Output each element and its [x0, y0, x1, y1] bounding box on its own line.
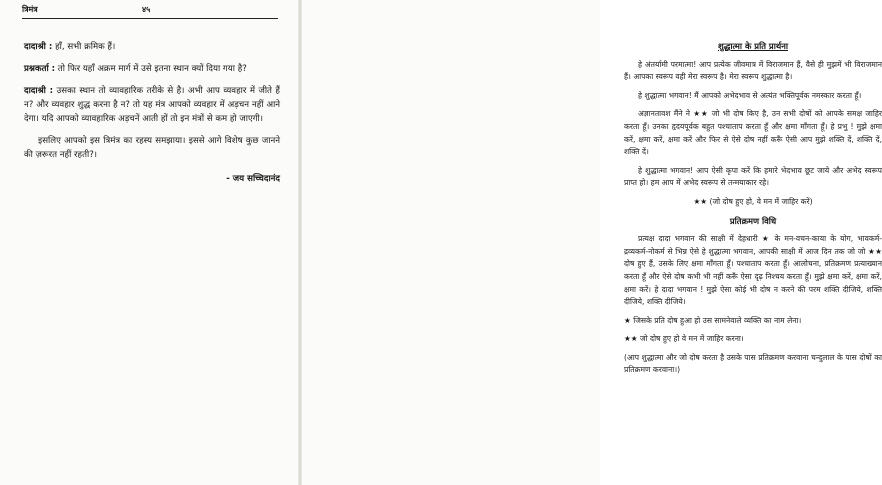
- dialogue-paragraph: [24, 62, 280, 76]
- dialogue-text: हाँ, सभी क्रमिक हैं।: [55, 42, 116, 52]
- prayer-paragraph: हे अंतर्यामी परमात्मा! आप प्रत्येक जीवमात्र में विराजमान हैं, वैसे ही मुझमें भी विराजमान हैं। आपका स्वरूप वही मेरा स्वरूप है। मेरा स्वरूप शुद्धात्मा है।: [624, 59, 882, 82]
- dialogue-text: तो फिर यहाँ अक्रम मार्ग में उसे इतना स्थान क्यों दिया गया है?: [57, 64, 247, 74]
- signature-line: - जय सच्चिदानंद: [226, 174, 280, 184]
- prayer-paragraph: अज्ञानतावश मैंने ने ★★ जो भी दोष किए है, उन सभी दोषों को आपके समक्ष जाहिर करता हूँ। उनका हृदयपूर्वक बहुत पश्चाताप करता हूँ और क्षमा माँगता हूँ। हे प्रभु ! मुझे क्षमा करें, क्षमा करें, क्षमा करें और फिर से ऐसे दोष नहीं करूँ ऐसी आप मुझे शक्ति दें, शक्ति दें, शक्ति दें।: [624, 109, 882, 157]
- dialogue-paragraph: [24, 84, 280, 126]
- left-page-body: [24, 40, 280, 186]
- prayer-heading: शुद्धात्मा के प्रति प्रार्थना: [717, 41, 789, 51]
- pratikraman-paragraph: प्रत्यक्ष दादा भगवान की साक्षी में देहधारी ★ के मन-वचन-काया के योग, भावकर्म-द्रव्यकर्म-नोकर्म से भिन्न ऐसे हे शुद्धात्मा भगवान, आपकी साक्षी में आज दिन तक जो जो ★★ दोष हुए हैं, उसके लिए क्षमा माँगता हूँ। पश्चाताप करता हूँ। आलोचना, प्रतिक्रमण प्रत्याख्यान करता हूँ और ऐसे दोष कभी भी नहीं करूँ ऐसा दृढ़ निश्चय करता हूँ। मुझे क्षमा करें, क्षमा करें, क्षमा करें। हे दादा भगवान ! मुझे ऐसा कोई भी दोष न करने की परम शक्ति दीजिये, शक्ति दीजिये, शक्ति दीजिये।: [624, 234, 882, 307]
- running-title: त्रिमंत्र: [22, 5, 38, 14]
- closing-paragraph: [24, 134, 280, 162]
- prayer-paragraph: हे शुद्धात्मा भगवान! मैं आपको अभेदभाव से अत्यंत भक्तिपूर्वक नमस्कार करता हूँ।: [638, 90, 862, 100]
- right-page-body: [624, 40, 882, 383]
- speaker-label: दादाश्री :: [24, 86, 54, 96]
- page-header: [22, 2, 278, 19]
- dialogue-paragraph: [24, 40, 280, 54]
- dialogue-text: उसका स्थान तो व्यावहारिक तरीके से है। अभी आप व्यवहार में जीते हैं न? और व्यवहार शुद्ध करना है न? तो यह मंत्र आपको व्यवहार में अड़चन नहीं आने देगा। यदि आपको व्यावहारिक अड़चनें आती हों तो इन मंत्रों से कम हो जाएगी।: [24, 86, 280, 124]
- pratikraman-note: (आप शुद्धात्मा और जो दोष करता है उसके पास प्रतिक्रमण करवाना चन्दुलाल के पास दोषों का प्रतिक्रमण करवाना।): [624, 352, 882, 375]
- prayer-paragraph: हे शुद्धात्मा भगवान! आप ऐसी कृपा करें कि हमारे भेदभाव छूट जाये और अभेद स्वरूप प्राप्त हो। हम आप में अभेद स्वरूप से तन्मयाकार रहे।: [624, 165, 882, 188]
- speaker-label: दादाश्री :: [24, 42, 53, 52]
- pratikraman-note: ★★ जो दोष हुए हो वे मन में जाहिर करना।: [624, 334, 744, 344]
- pratikraman-heading: प्रतिक्रमण विधि: [729, 215, 777, 226]
- pratikraman-note: ★ जिसके प्रति दोष हुआ हो उस सामनेवाले व्यक्ति का नाम लेना।: [624, 315, 802, 325]
- speaker-label: प्रश्नकर्ता :: [24, 64, 56, 74]
- page-number: ४५: [142, 5, 151, 14]
- closing-text: इसलिए आपको इस त्रिमंत्र का रहस्य समझाया। इससे आगे विशेष कुछ जानने की ज़रूरत नहीं रहती?।: [24, 136, 280, 160]
- right-page: [300, 0, 882, 485]
- prayer-note: ★★ (जो दोष हुए हो, वे मन में जाहिर करें): [693, 196, 813, 206]
- left-page: [0, 0, 300, 485]
